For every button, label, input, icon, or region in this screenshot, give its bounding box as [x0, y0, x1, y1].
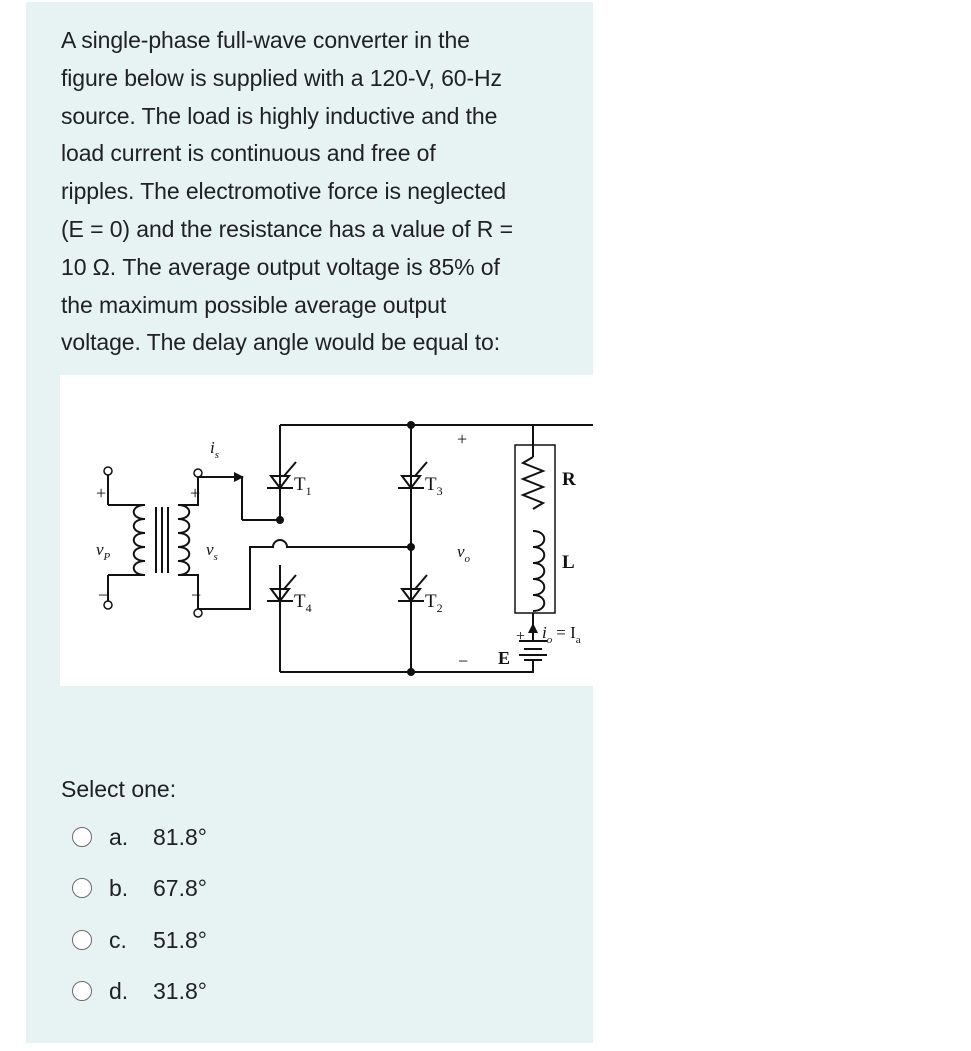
node-dot [276, 516, 284, 524]
question-line: ripples. The electromotive force is neglected [61, 178, 507, 205]
option-letter: a. [109, 823, 129, 850]
secondary-winding [178, 505, 189, 575]
option-value: 51.8° [153, 926, 207, 953]
select-one-label: Select one: [61, 776, 177, 802]
inductor [533, 531, 544, 611]
option-a[interactable] [72, 822, 207, 852]
question-line: 10 Ω. The average output voltage is 85% of [61, 253, 500, 280]
label-minus-primary: − [98, 585, 109, 605]
terminal [194, 609, 202, 617]
label-minus-output: − [458, 651, 469, 671]
circuit-svg [60, 375, 593, 686]
question-line: (E = 0) and the resistance has a value of R = [61, 215, 513, 242]
option-c[interactable] [72, 925, 207, 955]
label-vp: $v_P$ [96, 540, 111, 563]
label-l: L [562, 552, 575, 573]
label-plus-primary: + [96, 483, 107, 503]
question-line: A single-phase full-wave converter in the [61, 27, 470, 53]
label-is: $i_s$ [210, 438, 220, 461]
label-minus-secondary: − [191, 585, 202, 605]
option-value: 81.8° [153, 823, 207, 850]
resistor [523, 457, 543, 509]
terminal [194, 469, 202, 477]
label-r: R [562, 469, 576, 490]
circuit-diagram [60, 375, 593, 686]
option-value: 31.8° [153, 977, 207, 1004]
label-vs: $v_s$ [206, 540, 218, 563]
question-line: figure below is supplied with a 120-V, 60-Hz [61, 64, 502, 91]
radio-button[interactable] [72, 878, 92, 898]
primary-winding [134, 505, 145, 575]
question-line: voltage. The delay angle would be equal to: [61, 329, 500, 356]
node-dot [407, 543, 415, 551]
transformer-core [156, 507, 168, 573]
thyristor-t1 [267, 462, 296, 488]
option-letter: d. [109, 977, 129, 1004]
label-vo: $v_o$ [457, 542, 471, 565]
radio-button[interactable] [72, 827, 92, 847]
question-text [61, 22, 571, 362]
label-t1: $T_1$ [294, 474, 312, 498]
radio-button[interactable] [72, 981, 92, 1001]
question-line: load current is continuous and free of [61, 140, 436, 167]
option-letter: b. [109, 874, 129, 901]
thyristor-t3 [398, 462, 427, 488]
terminal [104, 467, 112, 475]
question-line: the maximum possible average output [61, 291, 447, 318]
node-dot [407, 668, 415, 676]
secondary-bottom-connection [242, 540, 411, 609]
option-b[interactable] [72, 873, 207, 903]
primary-connections [108, 505, 145, 575]
option-letter: c. [109, 926, 127, 953]
label-plus-secondary: + [190, 483, 201, 503]
label-io: $i_o = I_a$ [542, 623, 581, 646]
secondary-top-lead [198, 477, 242, 520]
label-t2: $T_2$ [425, 591, 443, 615]
option-d[interactable] [72, 976, 207, 1006]
label-plus-output: + [457, 429, 468, 449]
label-plus-e: + [516, 628, 526, 645]
question-line: source. The load is highly inductive and the [61, 102, 498, 129]
radio-button[interactable] [72, 930, 92, 950]
label-e: E [498, 648, 511, 668]
load-box [515, 445, 555, 613]
option-value: 67.8° [153, 874, 207, 901]
node-dot [407, 421, 415, 429]
label-t3: $T_3$ [425, 474, 443, 498]
load-return-wire [411, 660, 533, 672]
thyristor-t4 [267, 575, 296, 601]
label-t4: $T_4$ [294, 591, 312, 615]
thyristor-t2 [398, 575, 427, 601]
current-io-arrowhead [528, 623, 538, 633]
